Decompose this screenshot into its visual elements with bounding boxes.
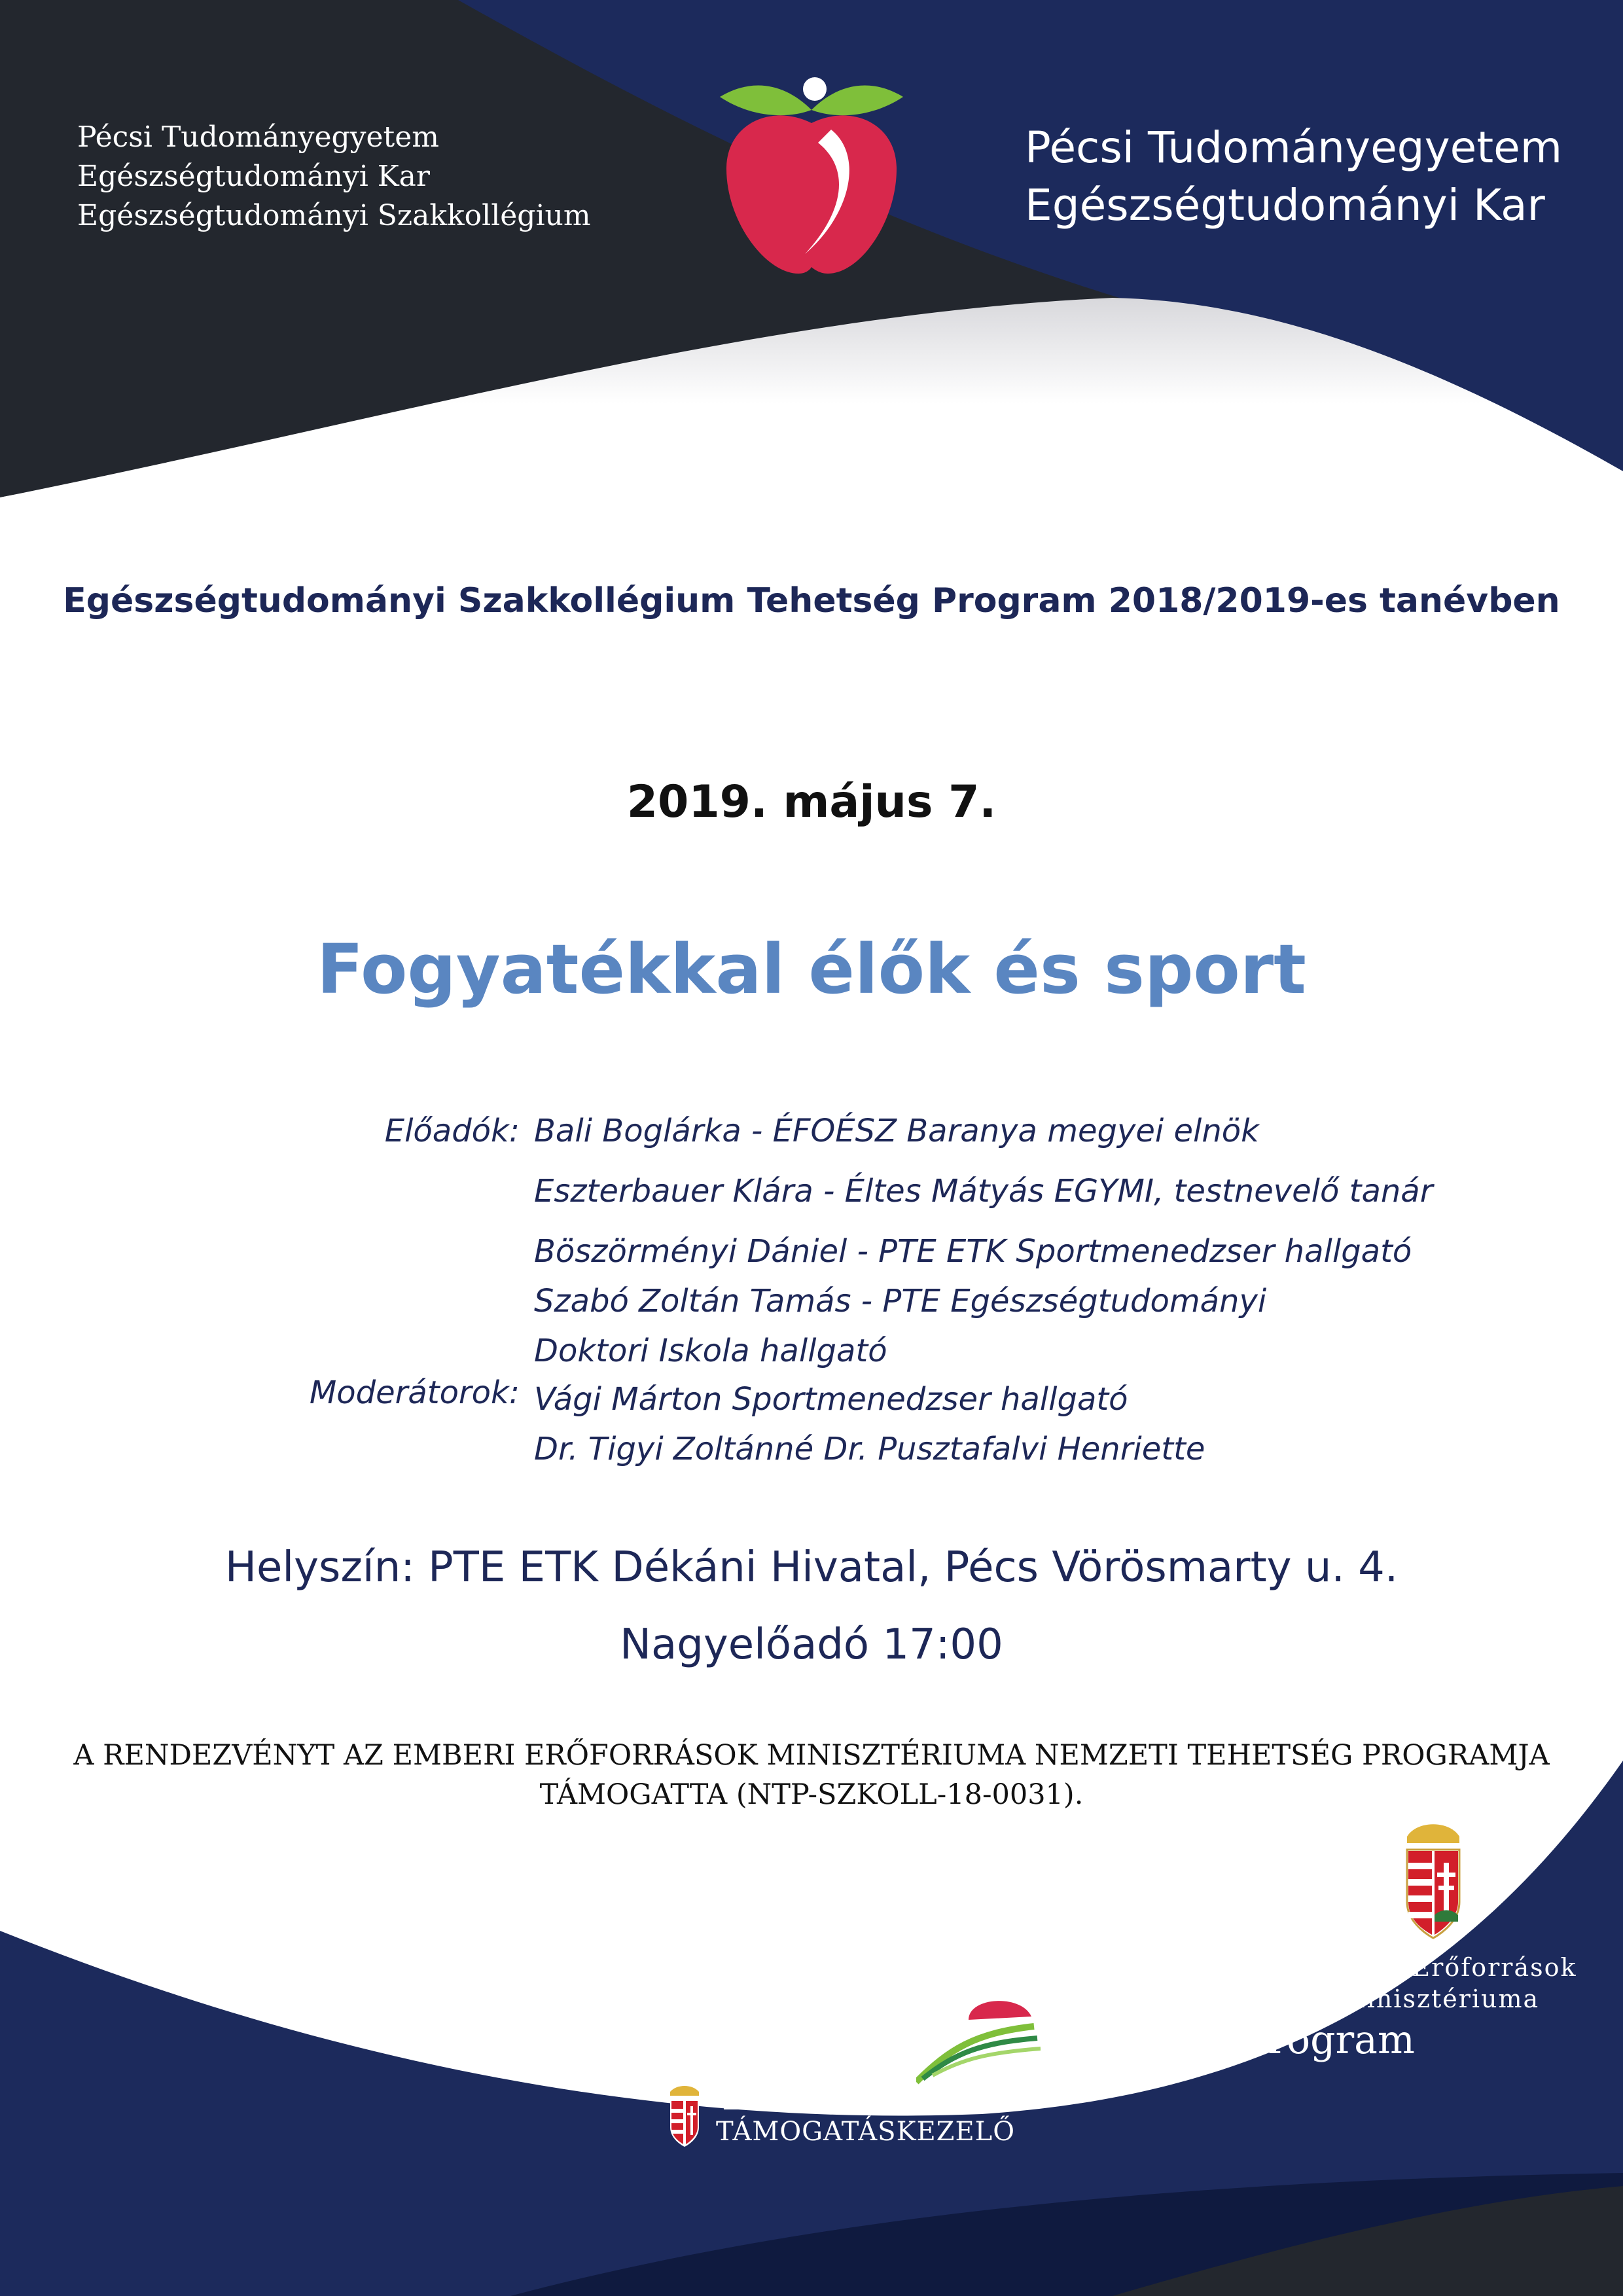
ntp-line-1: Nemzeti: [1051, 1981, 1217, 2023]
speaker-item: Bali Boglárka - ÉFOÉSZ Baranya megyei elnök: [534, 1113, 1259, 1149]
eet-line-2: TÁMOGATÁSKEZELŐ: [716, 2117, 1015, 2147]
speaker-item: Doktori Iskola hallgató: [534, 1333, 887, 1369]
speaker-item: Szabó Zoltán Tamás - PTE Egészségtudományi: [534, 1283, 1267, 1319]
support-statement: [52, 1736, 1571, 1814]
header-left-faculty: Egészségtudományi Kar: [77, 160, 430, 193]
event-date: 2019. május 7.: [626, 776, 997, 828]
event-title: Fogyatékkal élők és sport: [317, 929, 1306, 1009]
speaker-item: Eszterbauer Klára - Éltes Mátyás EGYMI, testnevelő tanár: [534, 1173, 1433, 1210]
small-coat-of-arms-icon: [666, 2083, 703, 2148]
moderators-label: Moderátorok:: [309, 1374, 520, 1411]
speakers-label: Előadók:: [384, 1113, 520, 1149]
moderator-item: Vági Márton Sportmenedzser hallgató: [534, 1381, 1128, 1418]
venue: Helyszín: PTE ETK Dékáni Hivatal, Pécs Vörösmarty u. 4.: [224, 1543, 1399, 1592]
support-line-1: A RENDEZVÉNYT AZ EMBERI ERŐFORRÁSOK MINISZTÉRIUMA NEMZETI TEHETSÉG PROGRAMJA: [73, 1739, 1550, 1772]
apple-logo-icon: [713, 71, 910, 280]
hungarian-coat-of-arms-icon: [1400, 1817, 1466, 1941]
header-left-university: Pécsi Tudományegyetem: [77, 120, 439, 154]
header-right-block: [1025, 119, 1562, 234]
program-title: Egészségtudományi Szakkollégium Tehetség Program 2018/2019-es tanévben: [63, 581, 1560, 620]
emmi-line-1: Emberi Erőforrások: [1302, 1953, 1577, 1982]
support-line-2: TÁMOGATTA (NTP-SZKOLL-18-0031).: [539, 1778, 1084, 1811]
header-right-university: Pécsi Tudományegyetem: [1025, 122, 1563, 173]
emmi-logo-text: [1270, 1952, 1610, 2015]
ntp-line-2: Tehetség Program: [1050, 2017, 1415, 2063]
ntp-logo-icon: [916, 1987, 1047, 2085]
speaker-item: Böszörményi Dániel - PTE ETK Sportmenedzser hallgató: [534, 1233, 1412, 1270]
header-left-block: [77, 118, 591, 236]
ntp-divider: [1041, 1990, 1043, 2062]
eet-line-1: EMBERI ERŐFORRÁS: [722, 2087, 1027, 2115]
emmi-line-2: Minisztériuma: [1340, 1984, 1540, 2013]
event-time: Nagyelőadó 17:00: [620, 1621, 1003, 1669]
moderator-item: Dr. Tigyi Zoltánné Dr. Pusztafalvi Henriette: [534, 1431, 1205, 1467]
header-right-faculty: Egészségtudományi Kar: [1025, 180, 1545, 230]
header-left-college: Egészségtudományi Szakkollégium: [77, 199, 591, 232]
